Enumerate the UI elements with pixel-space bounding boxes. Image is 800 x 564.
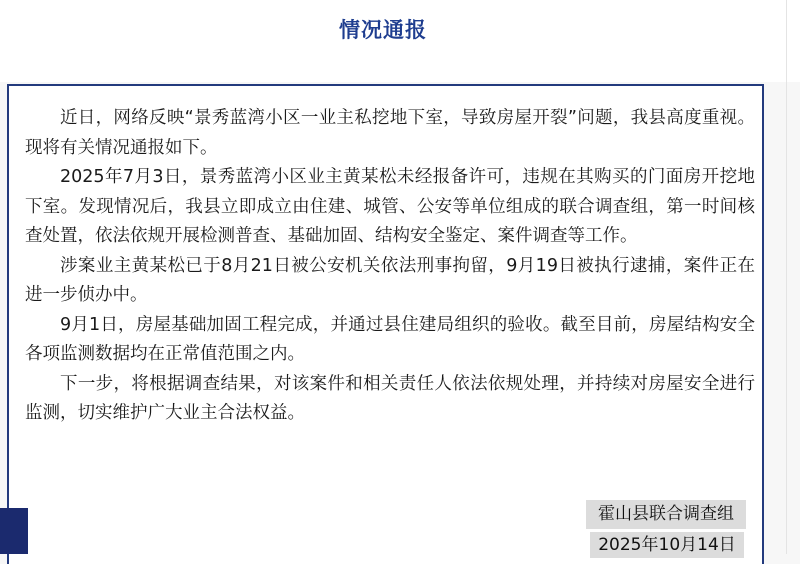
notice-paragraph-4: 9月1日，房屋基础加固工程完成，并通过县住建局组织的验收。截至目前，房屋结构安全各项监测数据均在正常值范围之内。 [25,314,755,364]
corner-decoration [0,508,28,554]
notice-paragraph-5: 下一步，将根据调查结果，对该案件和相关责任人依法依规处理，并持续对房屋安全进行监测，切实维护广大业主合法权益。 [25,373,755,423]
notice-paragraph-2: 2025年7月3日，景秀蓝湾小区业主黄某松未经报备许可，违规在其购买的门面房开挖地下室。发现情况后，我县立即成立由住建、城管、公安等单位组成的联合调查组，第一时间核查处置，依法依规开展检测普查、基础加固、结构安全鉴定、案件调查等工作。 [25,167,755,246]
signature-date: 2025年10月14日 [590,532,744,558]
notice-title: 情况通报 [339,18,427,42]
page-edge-divider [786,0,787,554]
signature-block [584,500,746,558]
notice-paragraph-3: 涉案业主黄某松已于8月21日被公安机关依法刑事拘留，9月19日被执行逮捕，案件正在进一步侦办中。 [25,255,755,305]
notice-paragraph-1: 近日，网络反映“景秀蓝湾小区一业主私挖地下室，导致房屋开裂”问题，我县高度重视。现将有关情况通报如下。 [25,108,755,158]
signature-organization: 霍山县联合调查组 [586,500,746,529]
notice-body [25,104,755,429]
